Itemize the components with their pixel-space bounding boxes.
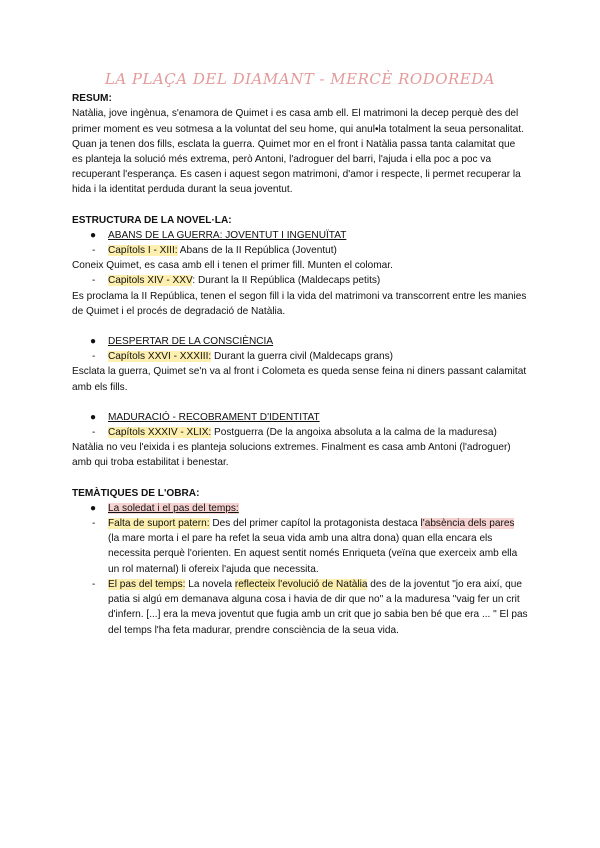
part3-chapters-1: Capítols XXXIV - XLIX: bbox=[108, 427, 212, 439]
part2-title: DESPERTAR DE LA CONSCIÈNCIA bbox=[108, 336, 274, 348]
part2-bullet: ● DESPERTAR DE LA CONSCIÈNCIA bbox=[90, 336, 274, 348]
document-title: LA PLAÇA DEL DIAMANT - MERCÈ RODOREDA bbox=[104, 70, 496, 88]
part1-bullet: ● ABANS DE LA GUERRA: JOVENTUT I INGENUÏTAT bbox=[90, 229, 347, 241]
theme-bullet: ● La soledat i el pas del temps: bbox=[90, 502, 239, 514]
theme-title: La soledat i el pas del temps: bbox=[108, 502, 239, 514]
part1-chapters-1: Capítols I - XIII: bbox=[108, 245, 178, 257]
resum-text: Natàlia, jove ingènua, s'enamora de Quimet i es casa amb ell. El matrimoni la decep perquè des del primer moment es veu sotmesa a la voluntat del seu home, qui anul•la totalment la seua personalitat. Quan ja tenen dos fills, esclata la guerra. Quimet mor en el front i Natàlia passa tanta calamitat que es planteja la solució més extrema, però Antoni, l'adroguer del barri, l'ajuda i ella poc a poc va recuperant l'esperança. Es casen i aquest segon matrimoni, d'amor i respecte, li permet recuperar la hida i la identitat perduda durant la seua joventut. bbox=[72, 108, 524, 196]
tematiques-heading: TEMÀTIQUES DE L'OBRA: bbox=[72, 487, 200, 499]
theme-sub2-title: El pas del temps: bbox=[108, 578, 186, 590]
theme-sub1-title: Falta de suport patern: bbox=[108, 518, 210, 530]
theme-sub2-highlight: reflecteix l'evolució de Natàlia bbox=[234, 578, 368, 590]
part1-chapters-2: Capitols XIV - XXV bbox=[108, 275, 193, 287]
part1-summary-2: Es proclama la II República, tenen el segon fill i la vida del matrimoni va transcorrent entre les manies de Quimet i el procés de degradació de Natàlia. bbox=[72, 290, 527, 317]
part1-summary-1: Coneix Quimet, es casa amb ell i tenen el primer fill. Munten el colomar. bbox=[72, 260, 393, 272]
estructura-heading: ESTRUCTURA DE LA NOVEL·LA: bbox=[72, 214, 232, 226]
part2-chapters-1: Capítols XXVI - XXXIII: bbox=[108, 351, 212, 363]
theme-dash1: - Falta de suport patern: Des del primer capítol la protagonista destaca l'absència dels pares (la mare morta i el pare ha refet la seua vida amb una altra dona) quan ella encara els necessita perquè l'orienten. En aquest sentit només Enriqueta (veïna que exerceix amb ella un rol maternal) li ofereix l'ajuda que necessita. bbox=[92, 518, 518, 575]
part1-dash2: - Capitols XIV - XXV: Durant la II República (Maldecaps petits) bbox=[92, 275, 381, 287]
theme-sub1-highlight: l'absència dels pares bbox=[420, 518, 515, 530]
part1-dash1: - Capítols I - XIII: Abans de la II República (Joventut) bbox=[92, 245, 337, 257]
part3-title: MADURACIÓ - RECOBRAMENT D'IDENTITAT bbox=[108, 411, 320, 423]
part3-bullet: ● MADURACIÓ - RECOBRAMENT D'IDENTITAT bbox=[90, 411, 320, 423]
part3-summary-1: Natàlia no veu l'eixida i es planteja solucions extremes. Finalment es casa amb Antoni (l'adroguer) amb qui troba estabilitat i benestar. bbox=[72, 442, 511, 469]
resum-heading: RESUM: bbox=[72, 93, 112, 105]
part3-dash1: - Capítols XXXIV - XLIX: Postguerra (De la angoixa absoluta a la calma de la maduresa) bbox=[92, 427, 497, 439]
part2-dash1: - Capítols XXVI - XXXIII: Durant la guerra civil (Maldecaps grans) bbox=[92, 351, 393, 363]
part1-title: ABANS DE LA GUERRA: JOVENTUT I INGENUÏTAT bbox=[108, 229, 347, 241]
document-page bbox=[72, 72, 528, 638]
theme-dash2: - El pas del temps: La novela reflecteix l'evolució de Natàlia des de la joventut "jo era així, que patia si algú em demanava alguna cosa i havia de dir que no" a la maduresa "vaig fer un crit d'infern. [...] era la meva joventut que fugia amb un crit que jo sabia ben bé que era ... " El pas del temps l'ha feta madurar, prendre consciència de la seua vida. bbox=[92, 578, 528, 636]
part2-summary-1: Esclata la guerra, Quimet se'n va al front i Colometa es queda sense feina ni diners passant calamitat amb els fills. bbox=[72, 366, 527, 393]
